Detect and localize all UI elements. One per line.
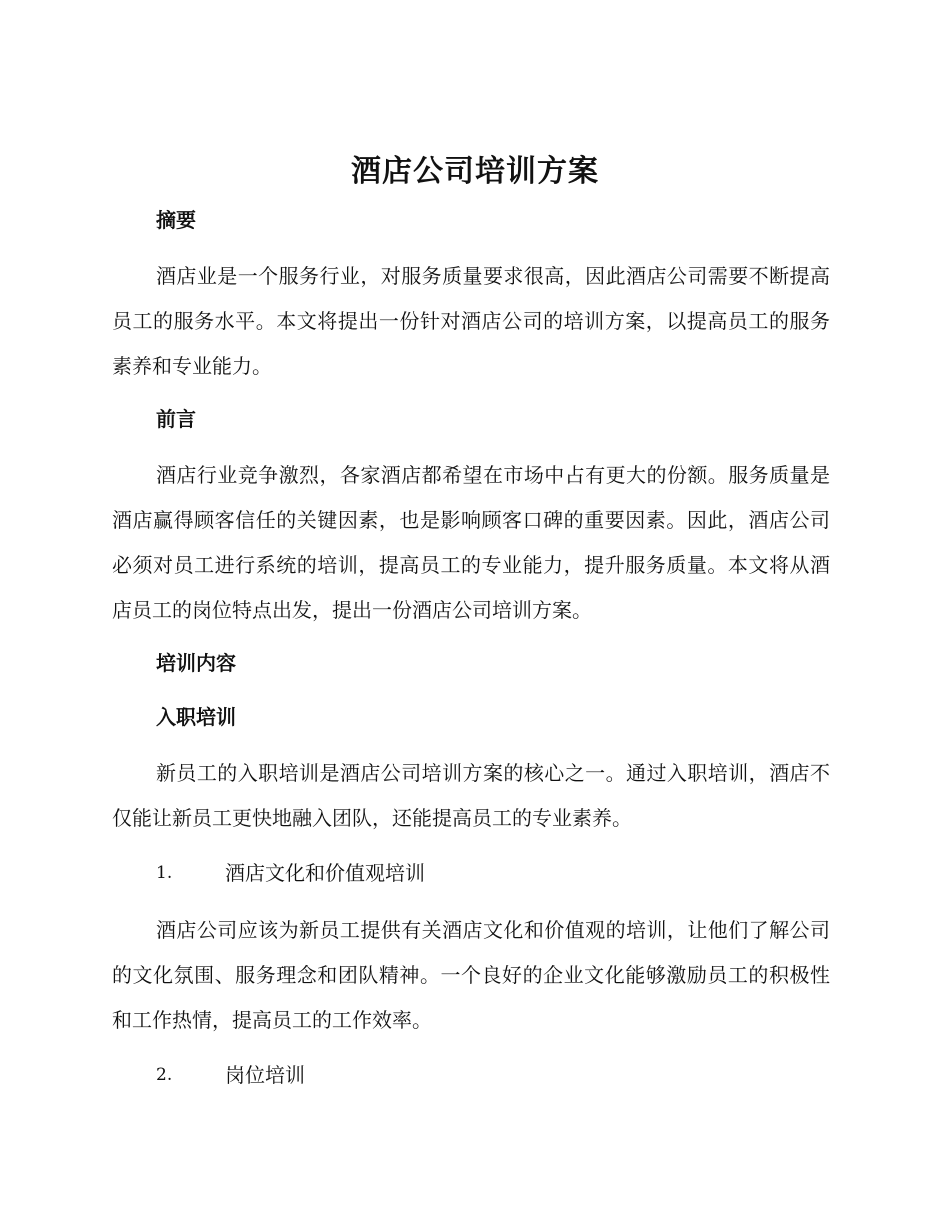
- abstract-paragraph: 酒店业是一个服务行业，对服务质量要求很高，因此酒店公司需要不断提高员工的服务水平。本文将提出一份针对酒店公司的培训方案，以提高员工的服务素养和专业能力。: [112, 264, 830, 378]
- abstract-heading: 摘要: [156, 208, 196, 232]
- list-item-1-title: 酒店文化和价值观培训: [225, 861, 425, 885]
- list-item-1-number: 1.: [156, 863, 173, 883]
- onboarding-paragraph: 新员工的入职培训是酒店公司培训方案的核心之一。通过入职培训，酒店不仅能让新员工更快地融入团队，还能提高员工的专业素养。: [112, 761, 830, 830]
- list-item-2: [112, 1053, 830, 1098]
- intro-heading: 前言: [156, 407, 196, 431]
- list-item-2-title: 岗位培训: [225, 1063, 305, 1087]
- list-item-1: [112, 851, 830, 896]
- content-heading: 培训内容: [156, 651, 236, 675]
- document-title: 酒店公司培训方案: [351, 154, 599, 189]
- onboarding-heading: 入职培训: [156, 705, 236, 729]
- list-item-2-number: 2.: [156, 1065, 173, 1085]
- intro-paragraph: 酒店行业竞争激烈，各家酒店都希望在市场中占有更大的份额。服务质量是酒店赢得顾客信任的关键因素，也是影响顾客口碑的重要因素。因此，酒店公司必须对员工进行系统的培训，提高员工的专业能力，提升服务质量。本文将从酒店员工的岗位特点出发，提出一份酒店公司培训方案。: [112, 463, 830, 622]
- culture-paragraph: 酒店公司应该为新员工提供有关酒店文化和价值观的培训，让他们了解公司的文化氛围、服务理念和团队精神。一个良好的企业文化能够激励员工的积极性和工作热情，提高员工的工作效率。: [112, 918, 830, 1032]
- document-body: [112, 200, 830, 1110]
